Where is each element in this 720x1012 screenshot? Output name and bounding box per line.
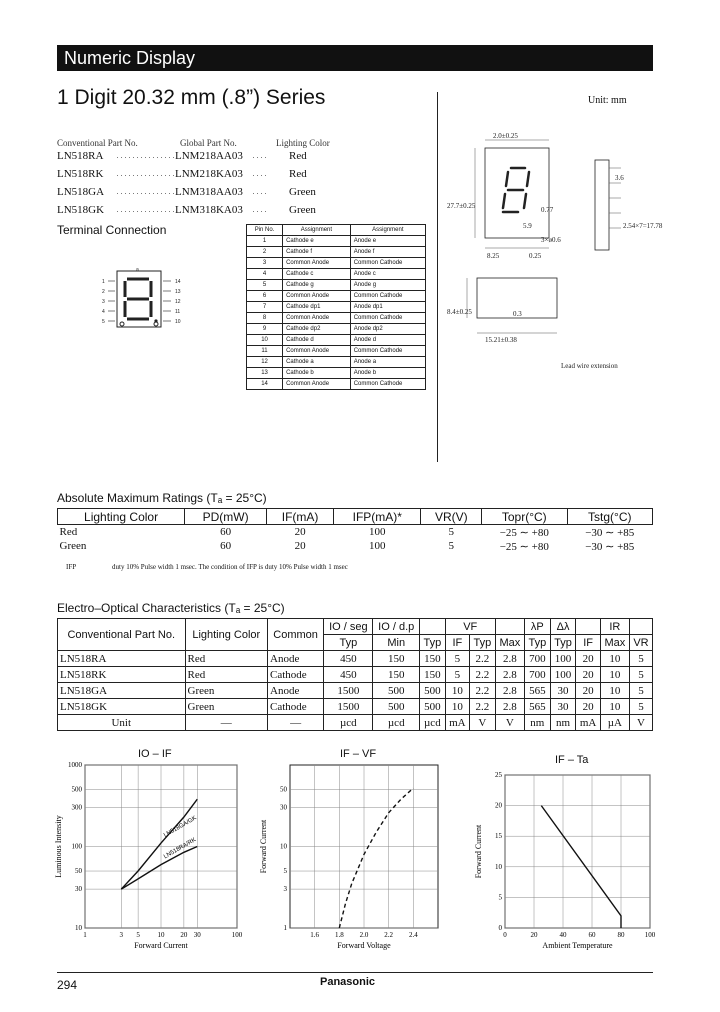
part-conventional: LN518RA (57, 150, 104, 162)
eo-cell: 565 (524, 699, 550, 715)
chart3-ytick: 25 (495, 771, 502, 779)
eo-cell: Cathode (268, 699, 324, 715)
terminal-cell: 13 (247, 368, 283, 379)
terminal-cell: 1 (247, 236, 283, 247)
dim-pitch: 2.54×7=17.78 (623, 222, 663, 230)
terminal-cell: 3 (247, 258, 283, 269)
terminal-cell: Cathode dp2 (283, 324, 351, 335)
eo-cell: 2.2 (470, 683, 496, 699)
chart2-xtick: 2.4 (408, 931, 418, 939)
dim-3-6: 3.6 (615, 174, 624, 182)
eo-subheader-cell: Min (373, 635, 420, 651)
chart1-ytick: 1000 (68, 761, 82, 769)
eo-subheader-cell: Max (495, 635, 524, 651)
terminal-header-assign2: Assignment (350, 225, 425, 236)
eo-cell: 2.8 (495, 667, 524, 683)
part-color: Green (289, 186, 316, 198)
dim-5-9: 5.9 (523, 222, 532, 230)
eo-cell: Green (185, 699, 268, 715)
dim-width: 2.0±0.25 (493, 132, 518, 140)
eo-cell: LN518GK (58, 699, 186, 715)
terminal-cell: Common Cathode (350, 346, 425, 357)
chart3-ytick: 15 (495, 832, 502, 841)
eo-unit-cell: — (268, 715, 324, 731)
abs-max-title: Absolute Maximum Ratings (Tₐ = 25°C) (57, 491, 267, 505)
svg-text:14: 14 (175, 279, 181, 285)
chart3-title: IF – Ta (555, 754, 589, 766)
chart3-xlabel: Ambient Temperature (542, 941, 613, 950)
terminal-cell: 7 (247, 302, 283, 313)
terminal-cell: Anode d (350, 335, 425, 346)
eo-cell: 10 (445, 699, 469, 715)
part-global: LNM218KA03 (175, 168, 243, 180)
chart2-xtick: 1.8 (334, 931, 344, 939)
dim-depth: 8.4±0.25 (447, 308, 472, 316)
eo-subheader-cell: VR (629, 635, 652, 651)
terminal-cell: 11 (247, 346, 283, 357)
chart2-series-line (339, 788, 413, 928)
abs-cell: 5 (448, 540, 455, 552)
chart1-ytick: 500 (71, 785, 82, 794)
eo-cell: 150 (373, 667, 420, 683)
eo-subheader-cell: Typ (419, 635, 445, 651)
eo-unit-cell: V (470, 715, 496, 731)
terminal-cell: Anode a (350, 357, 425, 368)
chart2-ytick: 10 (280, 842, 287, 851)
leader-dots: ···· (252, 188, 268, 198)
chart1-xtick: 3 (119, 931, 124, 939)
abs-cell: 100 (369, 540, 386, 552)
terminal-cell: Anode b (350, 368, 425, 379)
abs-cell: 5 (448, 526, 455, 538)
drawing-note: Lead wire extension (561, 362, 618, 370)
chart1-xtick: 20 (180, 931, 188, 939)
eo-header-cell: IR (600, 619, 629, 635)
svg-text:2: 2 (102, 289, 105, 295)
eo-header-cell: VF (445, 619, 495, 635)
chart1-ytick: 50 (75, 867, 82, 876)
eo-unit-cell: µcd (419, 715, 445, 731)
terminal-cell: 10 (247, 335, 283, 346)
terminal-cell: 2 (247, 247, 283, 258)
eo-unit-cell: µcd (373, 715, 420, 731)
abs-header-cell: PD(mW) (185, 509, 267, 525)
terminal-cell: Common Anode (283, 258, 351, 269)
eo-cell: 10 (445, 683, 469, 699)
eo-cell: 5 (629, 651, 652, 667)
chart1-xtick: 1 (83, 931, 87, 939)
abs-note-symbol: IFP (66, 563, 77, 571)
part-conventional: LN518GA (57, 186, 105, 198)
eo-cell: 10 (600, 683, 629, 699)
eo-cell: 150 (419, 667, 445, 683)
abs-cell: Green (59, 540, 87, 552)
svg-text:1: 1 (102, 279, 105, 285)
eo-header-cell: Conventional Part No. (58, 619, 186, 651)
unit-note: Unit: mm (588, 95, 627, 106)
parts-header-color: Lighting Color (276, 138, 330, 148)
abs-header-cell: Topr(°C) (482, 509, 567, 525)
terminal-header-assign1: Assignment (283, 225, 351, 236)
abs-header-cell: Lighting Color (58, 509, 185, 525)
terminal-cell: Cathode dp1 (283, 302, 351, 313)
eo-unit-cell: V (495, 715, 524, 731)
terminal-cell: 8 (247, 313, 283, 324)
terminal-cell: Cathode c (283, 269, 351, 280)
terminal-cell: Common Anode (283, 291, 351, 302)
chart3-ylabel: Forward Current (474, 824, 483, 879)
eo-unit-cell: nm (524, 715, 550, 731)
part-conventional: LN518GK (57, 204, 105, 216)
eo-header-cell: Common (268, 619, 324, 651)
eo-cell: Green (185, 683, 268, 699)
chart1-xtick: 10 (157, 931, 165, 939)
terminal-cell: Common Anode (283, 346, 351, 357)
chart3-ytick: 10 (495, 862, 502, 871)
svg-text:3: 3 (102, 299, 105, 305)
eo-cell: 2.2 (470, 699, 496, 715)
terminal-cell: Cathode b (283, 368, 351, 379)
eo-cell: 150 (419, 651, 445, 667)
eo-cell: 500 (419, 699, 445, 715)
svg-text:5: 5 (102, 319, 105, 325)
chart2-xtick: 2.0 (359, 931, 369, 939)
eo-subheader-cell: IF (576, 635, 600, 651)
chart3-ytick: 5 (498, 893, 502, 902)
chart2-ytick: 3 (283, 885, 287, 894)
eo-cell: 5 (445, 651, 469, 667)
eo-header-cell: IO / d.p (373, 619, 420, 635)
chart1-ytick: 300 (71, 803, 82, 812)
terminal-title: Terminal Connection (57, 223, 167, 237)
eo-cell: Red (185, 667, 268, 683)
eo-cell: 2.8 (495, 651, 524, 667)
chart1-title: IO – IF (138, 748, 172, 760)
eo-cell: 10 (600, 651, 629, 667)
eo-cell: 1500 (324, 683, 373, 699)
eo-cell: LN518GA (58, 683, 186, 699)
abs-note: duty 10% Pulse width 1 msec. The condition of IFP is duty 10% Pulse width 1 msec (112, 563, 348, 571)
abs-header-cell: IFP(mA)* (334, 509, 421, 525)
header-band: Numeric Display (57, 45, 653, 71)
chart3-frame (505, 775, 650, 928)
terminal-cell: Anode dp2 (350, 324, 425, 335)
eo-header-cell: Δλ (550, 619, 576, 635)
eo-cell: 100 (550, 651, 576, 667)
eo-cell: 150 (373, 651, 420, 667)
leader-dots: ··············· (116, 152, 176, 162)
chart3-xtick: 80 (617, 931, 625, 939)
terminal-cell: 12 (247, 357, 283, 368)
chart2-xtick: 1.6 (310, 931, 320, 939)
dim-0-25: 0.25 (529, 252, 542, 260)
chart2-title: IF – VF (340, 748, 377, 760)
terminal-cell: Anode dp1 (350, 302, 425, 313)
eo-subheader-cell: Typ (470, 635, 496, 651)
chart2-xtick: 2.2 (384, 931, 394, 939)
part-global: LNM218AA03 (175, 150, 243, 162)
chart2-ytick: 30 (280, 803, 287, 812)
eo-cell: 700 (524, 667, 550, 683)
eo-cell: 5 (629, 683, 652, 699)
part-color: Red (289, 168, 307, 180)
terminal-cell: Cathode f (283, 247, 351, 258)
chart3-xtick: 100 (644, 931, 656, 939)
dim-8-25: 8.25 (487, 252, 500, 260)
terminal-cell: Common Cathode (350, 379, 425, 390)
eo-unit-cell: mA (445, 715, 469, 731)
terminal-header-pin: Pin No. (247, 225, 283, 236)
terminal-cell: 5 (247, 280, 283, 291)
part-color: Green (289, 204, 316, 216)
terminal-cell: 4 (247, 269, 283, 280)
abs-cell: 60 (220, 526, 232, 538)
abs-cell: 100 (369, 526, 386, 538)
terminal-cell: 9 (247, 324, 283, 335)
footer-rule (57, 972, 653, 973)
terminal-cell: Cathode g (283, 280, 351, 291)
eo-cell: Anode (268, 683, 324, 699)
eo-unit-cell: — (185, 715, 268, 731)
chart1-series-label: LN518GA/GK (163, 815, 198, 839)
eo-cell: 10 (600, 699, 629, 715)
chart3-xtick: 40 (559, 931, 567, 939)
chart2-ytick: 1 (283, 924, 287, 932)
part-global: LNM318AA03 (175, 186, 243, 198)
eo-cell: 30 (550, 699, 576, 715)
abs-cell: 60 (220, 540, 232, 552)
chart2-ytick: 50 (280, 785, 287, 794)
eo-cell: 10 (600, 667, 629, 683)
abs-header-cell: Tstg(°C) (567, 509, 653, 525)
terminal-cell: Cathode d (283, 335, 351, 346)
terminal-cell: Cathode a (283, 357, 351, 368)
part-global: LNM318KA03 (175, 204, 243, 216)
dim-height: 27.7±0.25 (447, 202, 476, 210)
svg-text:12: 12 (175, 299, 181, 305)
part-color: Red (289, 150, 307, 162)
page-title: 1 Digit 20.32 mm (.8”) Series (57, 86, 326, 109)
chart1-ytick: 100 (71, 842, 82, 851)
dim-lead: 15.21±0.38 (485, 336, 517, 344)
dim-0-3: 0.3 (513, 310, 522, 318)
eo-cell: 5 (445, 667, 469, 683)
eo-cell: 2.8 (495, 699, 524, 715)
leader-dots: ···· (252, 206, 268, 216)
eo-unit-cell: Unit (58, 715, 186, 731)
dim-holes: 3×ø0.6 (541, 236, 561, 244)
eo-cell: 20 (576, 683, 600, 699)
abs-cell: 20 (294, 526, 306, 538)
parts-header-global: Global Part No. (180, 138, 237, 148)
chart2-xlabel: Forward Voltage (337, 941, 391, 950)
terminal-cell: Cathode e (283, 236, 351, 247)
page-number: 294 (57, 978, 78, 992)
chart1-series-label: LN518RA/RK (163, 837, 198, 861)
eo-cell: 20 (576, 667, 600, 683)
terminal-cell: Anode c (350, 269, 425, 280)
abs-cell: 20 (294, 540, 306, 552)
eo-unit-cell: mA (576, 715, 600, 731)
chart1-ylabel: Luminous Intensity (54, 815, 63, 878)
svg-text:11: 11 (175, 309, 181, 315)
terminal-cell: Common Cathode (350, 291, 425, 302)
eo-unit-cell: µA (600, 715, 629, 731)
eo-cell: 2.8 (495, 683, 524, 699)
eo-cell: Red (185, 651, 268, 667)
eo-cell: 700 (524, 651, 550, 667)
terminal-cell: Anode g (350, 280, 425, 291)
terminal-cell: Anode e (350, 236, 425, 247)
svg-text:13: 13 (175, 289, 181, 295)
chart2-ytick: 5 (283, 867, 287, 876)
eo-cell: 5 (629, 667, 652, 683)
chart1-xlabel: Forward Current (134, 941, 188, 950)
abs-cell: Red (59, 526, 78, 538)
chart1-xtick: 30 (193, 931, 201, 939)
terminal-cell: Common Cathode (350, 258, 425, 269)
eo-unit-cell: V (629, 715, 652, 731)
leader-dots: ··············· (116, 206, 176, 216)
brand-logo: Panasonic (320, 976, 376, 988)
eo-cell: 1500 (324, 699, 373, 715)
chart3-xtick: 20 (530, 931, 538, 939)
chart1-xtick: 100 (231, 931, 243, 939)
terminal-cell: Common Cathode (350, 313, 425, 324)
eo-subheader-cell: Max (600, 635, 629, 651)
chart2-ylabel: Forward Current (259, 819, 268, 874)
leader-dots: ··············· (116, 188, 176, 198)
chart1-series-line (121, 847, 197, 890)
eo-cell: 2.2 (470, 651, 496, 667)
eo-cell: Anode (268, 651, 324, 667)
svg-text:10: 10 (175, 319, 181, 325)
abs-cell: −30 ∼ +85 (585, 540, 635, 553)
eo-cell: 500 (373, 683, 420, 699)
abs-cell: −25 ∼ +80 (499, 526, 549, 539)
eo-header-cell: IO / seg (324, 619, 373, 635)
eo-unit-cell: nm (550, 715, 576, 731)
chart1-xtick: 5 (136, 931, 140, 939)
abs-header-cell: IF(mA) (267, 509, 334, 525)
eo-title: Electro–Optical Characteristics (Tₐ = 25°C) (57, 601, 285, 615)
parts-header-conv: Conventional Part No. (57, 138, 138, 148)
terminal-cell: Common Anode (283, 379, 351, 390)
eo-cell: 500 (373, 699, 420, 715)
eo-cell: 20 (576, 651, 600, 667)
eo-cell: 100 (550, 667, 576, 683)
abs-header-cell: VR(V) (421, 509, 482, 525)
svg-text:a: a (136, 267, 139, 273)
chart1-ytick: 10 (75, 924, 82, 932)
terminal-cell: 6 (247, 291, 283, 302)
eo-cell: LN518RA (58, 651, 186, 667)
chart3-xtick: 60 (588, 931, 596, 939)
eo-cell: 30 (550, 683, 576, 699)
chart3-ytick: 20 (495, 801, 502, 810)
chart1-ytick: 30 (75, 885, 82, 894)
abs-cell: −25 ∼ +80 (499, 540, 549, 553)
eo-subheader-cell: IF (445, 635, 469, 651)
eo-subheader-cell: Typ (524, 635, 550, 651)
eo-unit-cell: µcd (324, 715, 373, 731)
eo-cell: Cathode (268, 667, 324, 683)
leader-dots: ···· (252, 152, 268, 162)
terminal-cell: 14 (247, 379, 283, 390)
svg-text:4: 4 (102, 309, 105, 315)
eo-cell: 500 (419, 683, 445, 699)
eo-cell: 450 (324, 651, 373, 667)
eo-cell: 450 (324, 667, 373, 683)
eo-cell: 5 (629, 699, 652, 715)
eo-subheader-cell: Typ (550, 635, 576, 651)
abs-cell: −30 ∼ +85 (585, 526, 635, 539)
eo-header-cell: λP (524, 619, 550, 635)
chart3-ytick: 0 (498, 924, 502, 932)
eo-header-cell: Lighting Color (185, 619, 268, 651)
dim-0-77: 0.77 (541, 206, 554, 214)
eo-cell: 565 (524, 683, 550, 699)
chart3-xtick: 0 (503, 931, 507, 939)
eo-cell: 2.2 (470, 667, 496, 683)
eo-cell: 20 (576, 699, 600, 715)
leader-dots: ··············· (116, 170, 176, 180)
terminal-cell: Anode f (350, 247, 425, 258)
eo-cell: LN518RK (58, 667, 186, 683)
leader-dots: ···· (252, 170, 268, 180)
terminal-cell: Common Anode (283, 313, 351, 324)
eo-subheader-cell: Typ (324, 635, 373, 651)
part-conventional: LN518RK (57, 168, 104, 180)
